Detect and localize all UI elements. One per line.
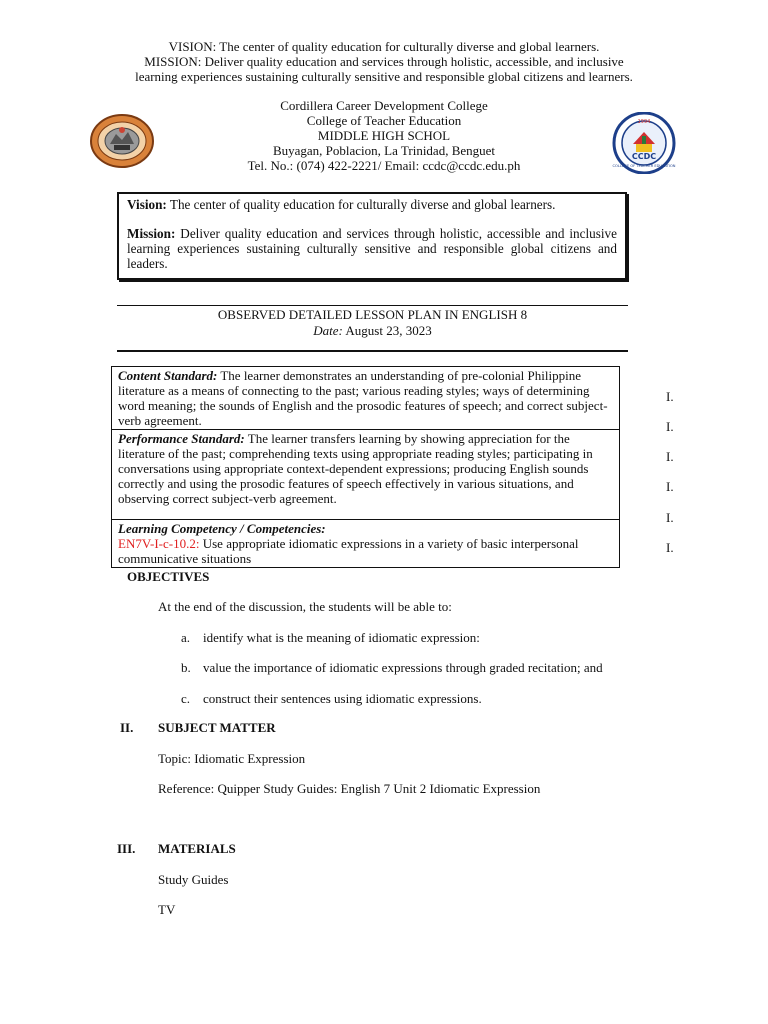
content-standard-text: The learner demonstrates an understanding of pre-colonial Philippine literature as a means of connecting to the past; various reading styles; ways of determining word meaning; the sounds of English and the prosodic features of speech; and correct subject-verb agreement. xyxy=(118,368,608,428)
objective-text-a: identify what is the meaning of idiomatic expression: xyxy=(203,630,480,645)
vision-label: Vision: xyxy=(127,197,167,212)
competency-text: Use appropriate idiomatic expressions in a variety of basic interpersonal communicative situations xyxy=(118,536,579,566)
header-vision-line: VISION: The center of quality education for culturally diverse and global learners. xyxy=(168,39,600,54)
title-bottom-rule xyxy=(117,350,628,352)
school-contact: Tel. No.: (074) 422-2221/ Email: ccdc@ccdc.edu.ph xyxy=(247,158,521,173)
roman-marker: I. xyxy=(666,419,674,434)
learning-competency-label: Learning Competency / Competencies: xyxy=(118,521,326,536)
objective-text-c: construct their sentences using idiomatic expressions. xyxy=(203,691,482,706)
objectives-heading: OBJECTIVES xyxy=(127,569,210,584)
standards-table xyxy=(111,366,620,568)
ccdc-logo-ring-text: COLLEGE OF TEACHER EDUCATION xyxy=(612,164,676,168)
performance-standard-label: Performance Standard: xyxy=(118,431,245,446)
objective-letter-a: a. xyxy=(181,630,191,645)
roman-marker: I. xyxy=(666,389,674,404)
roman-marker: I. xyxy=(666,449,674,464)
header-mission-vision xyxy=(0,39,768,84)
materials-heading: MATERIALS xyxy=(158,841,236,856)
school-seal-logo xyxy=(90,114,154,168)
school-address: Buyagan, Poblacion, La Trinidad, Benguet xyxy=(272,143,496,158)
plan-title: OBSERVED DETAILED LESSON PLAN IN ENGLISH 8 xyxy=(217,307,528,322)
material-item: TV xyxy=(158,902,176,917)
competency-code: EN7V-I-c-10.2: xyxy=(118,536,200,551)
performance-standard-row xyxy=(112,430,620,520)
performance-standard-cell xyxy=(112,430,620,520)
roman-marker: I. xyxy=(666,540,674,555)
content-standard-label: Content Standard: xyxy=(118,368,218,383)
mission-paragraph xyxy=(127,226,617,271)
date-label: Date: xyxy=(313,323,343,338)
subject-topic: Topic: Idiomatic Expression xyxy=(158,751,306,766)
ccdc-logo-year: 1994 xyxy=(637,119,651,125)
school-name: Cordillera Career Development College xyxy=(280,98,488,113)
vision-text: The center of quality education for culturally diverse and global learners. xyxy=(166,197,556,212)
materials-numeral: III. xyxy=(117,841,136,856)
objective-letter-b: b. xyxy=(181,660,191,675)
vision-paragraph xyxy=(127,197,617,212)
subject-matter-numeral: II. xyxy=(120,720,134,735)
plan-date xyxy=(117,323,628,338)
mission-text: Deliver quality education and services through holistic, accessible and inclusive learning experiences sustaining culturally sensitive and responsible global citizens and leaders. xyxy=(127,226,617,271)
ccdc-teacher-education-logo xyxy=(611,112,677,174)
learning-competency-row xyxy=(112,520,620,568)
header-mission-line-2: learning experiences sustaining culturally sensitive and responsible global citizens and learners. xyxy=(135,69,633,84)
roman-marker: I. xyxy=(666,479,674,494)
mission-label: Mission: xyxy=(127,226,176,241)
roman-marker: I. xyxy=(666,510,674,525)
content-standard-row xyxy=(112,367,620,430)
content-standard-cell xyxy=(112,367,620,430)
objectives-intro: At the end of the discussion, the students will be able to: xyxy=(158,599,452,614)
learning-competency-cell xyxy=(112,520,620,568)
title-top-rule xyxy=(117,305,628,306)
date-value: August 23, 3023 xyxy=(342,323,432,338)
department-name: MIDDLE HIGH SCHOL xyxy=(317,128,451,143)
college-name: College of Teacher Education xyxy=(306,113,462,128)
objective-letter-c: c. xyxy=(181,691,191,706)
subject-reference: Reference: Quipper Study Guides: English 7 Unit 2 Idiomatic Expression xyxy=(158,781,541,796)
vision-mission-box xyxy=(117,192,627,280)
header-mission-line-1: MISSION: Deliver quality education and services through holistic, accessible, and inclusive xyxy=(144,54,624,69)
performance-standard-text: The learner transfers learning by showing appreciation for the literature of the past; comprehending texts using appropriate reading styles; participating in conversations using appropriate context-dependent expressions; producing English sounds correctly and using the prosodic features of speech effectively in various situations, and observing correct subject-verb agreement. xyxy=(118,431,593,506)
subject-matter-heading: SUBJECT MATTER xyxy=(158,720,276,735)
objective-text-b: value the importance of idiomatic expressions through graded recitation; and xyxy=(203,660,603,675)
ccdc-logo-text: CCDC xyxy=(631,152,657,161)
material-item: Study Guides xyxy=(158,872,229,887)
